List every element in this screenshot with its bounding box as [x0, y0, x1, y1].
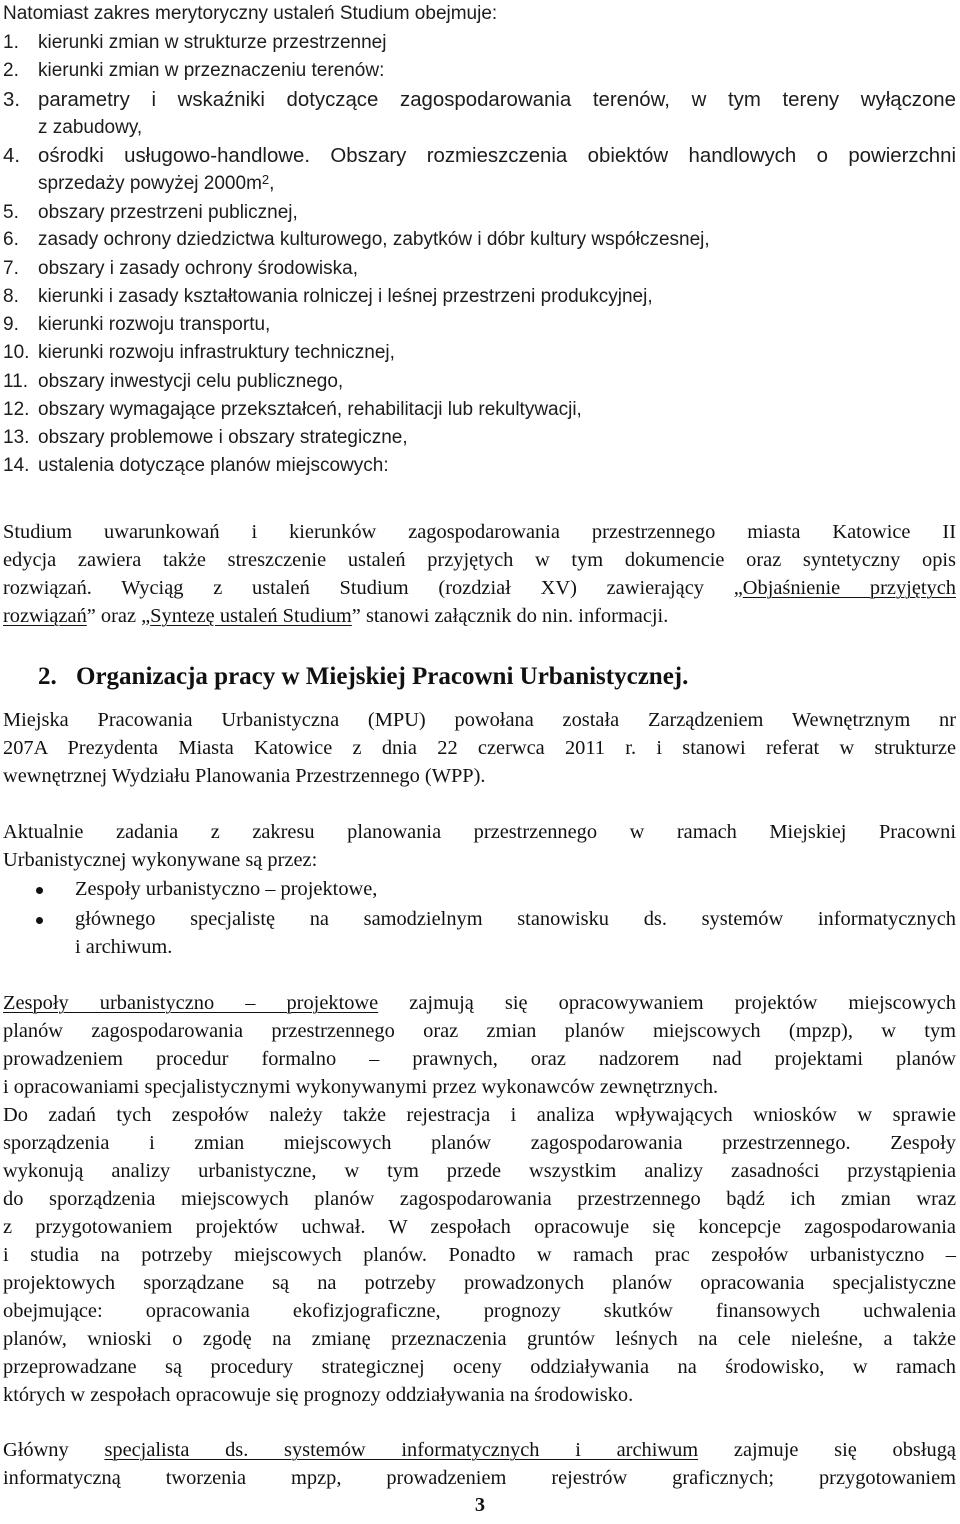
scope-item-text: parametry i wskaźniki dotyczące zagospodarowania terenów, w tym tereny wyłączone: [38, 89, 956, 111]
teams-line-15: których w zespołach opracowuje się prognozy oddziaływania na środowisko.: [3, 1384, 634, 1406]
scope-item-text: kierunki rozwoju transportu,: [38, 314, 271, 335]
scope-item: [3, 454, 389, 478]
scope-item-text: obszary problemowe i obszary strategiczne,: [38, 427, 408, 448]
summary-line-2: edycja zawiera także streszczenie ustaleń przyjętych w tym dokumencie oraz syntetyczny opis: [3, 549, 956, 571]
bullet-item-specialist: głównego specjalistę na samodzielnym stanowisku ds. systemów informatycznych: [75, 908, 956, 930]
scope-item-number: 2.: [3, 60, 19, 81]
specialist-line-1: [3, 1438, 956, 1462]
teams-text: zajmują się opracowywaniem projektów miejscowych: [409, 992, 956, 1014]
tasks-line-1: Aktualnie zadania z zakresu planowania przestrzennego w ramach Miejskiej Pracowni: [3, 821, 956, 843]
mpu-line-2: 207A Prezydenta Miasta Katowice z dnia 22 czerwca 2011 r. i stanowi referat w strukturze: [3, 737, 956, 759]
scope-item-number: 14.: [3, 455, 30, 476]
scope-item-text: sprzedaży powyżej 2000m: [38, 173, 262, 194]
scope-item: [3, 398, 582, 422]
teams-term: Zespoły urbanistyczno – projektowe: [3, 992, 379, 1014]
summary-line-3: [3, 576, 956, 600]
section-title: Organizacja pracy w Miejskiej Pracowni Urbanistycznej.: [76, 663, 689, 690]
scope-item-number: 7.: [3, 258, 19, 279]
scope-item: [3, 426, 408, 450]
scope-item: [3, 257, 358, 281]
scope-item: [3, 313, 270, 337]
scope-item: [3, 88, 956, 112]
appendix-title-part-2: rozwiązań: [3, 605, 87, 627]
scope-item-number: 4.: [3, 145, 21, 167]
scope-item: [3, 172, 274, 196]
bullet-icon: [36, 917, 43, 924]
scope-item-number: 8.: [3, 286, 19, 307]
scope-item-number: 3.: [3, 89, 21, 111]
scope-item-text: kierunki zmian w przeznaczeniu terenów:: [38, 60, 385, 81]
teams-line-5: Do zadań tych zespołów należy także rejestracja i analiza wpływających wniosków w sprawie: [3, 1104, 956, 1126]
tasks-line-2: Urbanistycznej wykonywane są przez:: [3, 849, 318, 871]
mpu-line-1: Miejska Pracowania Urbanistyczna (MPU) powołana została Zarządzeniem Wewnętrznym nr: [3, 709, 956, 731]
scope-item-text: ustalenia dotyczące planów miejscowych:: [38, 455, 389, 476]
scope-item-text: kierunki rozwoju infrastruktury technicznej,: [38, 342, 395, 363]
summary-text: ” oraz „: [86, 605, 151, 627]
summary-text: ” stanowi załącznik do nin. informacji.: [351, 605, 669, 627]
scope-item-text: kierunki zmian w strukturze przestrzennej: [38, 32, 387, 53]
scope-item: [3, 285, 653, 309]
scope-item-text: zasady ochrony dziedzictwa kulturowego, zabytków i dóbr kultury współczesnej,: [38, 229, 710, 250]
teams-line-11: projektowych sporządzane są na potrzeby prowadzonych planów opracowania specjalistyczne: [3, 1272, 956, 1294]
scope-item-number: 9.: [3, 314, 19, 335]
teams-line-4: i opracowaniami specjalistycznymi wykonywanymi przez wykonawców zewnętrznych.: [3, 1076, 719, 1098]
scope-item-number: 11.: [3, 371, 29, 392]
scope-item-number: 6.: [3, 229, 19, 250]
teams-line-6: sporządzenia i zmian miejscowych planów zagospodarowania przestrzennego. Zespoły: [3, 1132, 956, 1154]
synthesis-title: Syntezę ustaleń Studium: [150, 605, 352, 627]
scope-item-text: obszary przestrzeni publicznej,: [38, 202, 298, 223]
scope-item: [3, 144, 956, 168]
scope-item: [3, 228, 710, 252]
appendix-title-part-1: Objaśnienie przyjętych: [742, 577, 956, 599]
teams-line-3: prowadzeniem procedur formalno – prawnych, oraz nadzorem nad projektami planów: [3, 1048, 956, 1070]
section-number: 2.: [38, 663, 57, 690]
scope-item-suffix: ,: [269, 173, 275, 194]
specialist-text: zajmuje się obsługą: [733, 1439, 956, 1461]
scope-intro: Natomiast zakres merytoryczny ustaleń Studium obejmuje:: [3, 3, 498, 24]
scope-item-text: obszary inwestycji celu publicznego,: [38, 371, 344, 392]
scope-item-text: kierunki i zasady kształtowania rolniczej i leśnej przestrzeni produkcyjnej,: [38, 286, 653, 307]
scope-item-number: 13.: [3, 427, 30, 448]
teams-line-12: obejmujące: opracowania ekofizjograficzne, prognozy skutków finansowych uchwalenia: [3, 1300, 956, 1322]
scope-item-number: 10.: [3, 342, 30, 363]
teams-line-7: wykonują analizy urbanistyczne, w tym przede wszystkim analizy zasadności przystąpienia: [3, 1160, 956, 1182]
summary-line-1: Studium uwarunkowań i kierunków zagospodarowania przestrzennego miasta Katowice II: [3, 521, 956, 543]
scope-item: [3, 201, 298, 225]
scope-item-text: z zabudowy,: [38, 117, 143, 138]
page-number: 3: [474, 1494, 486, 1516]
summary-text: rozwiązań. Wyciąg z ustaleń Studium (rozdział XV) zawierający „: [3, 577, 743, 599]
bullet-item-specialist-cont: i archiwum.: [75, 936, 173, 958]
summary-line-4: [3, 604, 668, 628]
teams-line-2: planów zagospodarowania przestrzennego oraz zmian planów miejscowych (mpzp), w tym: [3, 1020, 956, 1042]
specialist-text: Główny: [3, 1439, 69, 1461]
teams-line-13: planów, wnioski o zgodę na zmianę przeznaczenia gruntów leśnych na cele nieleśne, a także: [3, 1328, 956, 1350]
scope-item: [3, 31, 386, 55]
bullet-item-teams: Zespoły urbanistyczno – projektowe,: [75, 878, 378, 900]
scope-item: [3, 116, 142, 140]
section-heading: [3, 662, 688, 692]
superscript: 2: [261, 172, 270, 187]
scope-item-number: 5.: [3, 202, 19, 223]
scope-item-number: 12.: [3, 399, 30, 420]
bullet-icon: [36, 887, 43, 894]
scope-item-text: obszary i zasady ochrony środowiska,: [38, 258, 358, 279]
teams-line-10: i studia na potrzeby miejscowych planów. Ponadto w ramach prac zespołów urbanistyczno –: [3, 1244, 956, 1266]
teams-line-8: do sporządzenia miejscowych planów zagospodarowania przestrzennego bądź ich zmian wraz: [3, 1188, 956, 1210]
teams-line-14: przeprowadzane są procedury strategicznej oceny oddziaływania na środowisko, w ramach: [3, 1356, 956, 1378]
mpu-line-3: wewnętrznej Wydziału Planowania Przestrzennego (WPP).: [3, 765, 486, 787]
scope-item-number: 1.: [3, 32, 19, 53]
scope-item-text: obszary wymagające przekształceń, rehabilitacji lub rekultywacji,: [38, 399, 582, 420]
specialist-line-2: informatyczną tworzenia mpzp, prowadzeniem rejestrów graficznych; przygotowaniem: [3, 1467, 956, 1489]
teams-line-1: [3, 991, 956, 1015]
teams-line-9: z przygotowaniem projektów uchwał. W zespołach opracowuje się koncepcje zagospodarowania: [3, 1216, 956, 1238]
scope-item: [3, 370, 343, 394]
scope-item-text: ośrodki usługowo-handlowe. Obszary rozmieszczenia obiektów handlowych o powierzchni: [38, 145, 956, 167]
scope-item: [3, 59, 384, 83]
scope-item: [3, 341, 395, 365]
specialist-term: specjalista ds. systemów informatycznych i archiwum: [104, 1439, 699, 1461]
